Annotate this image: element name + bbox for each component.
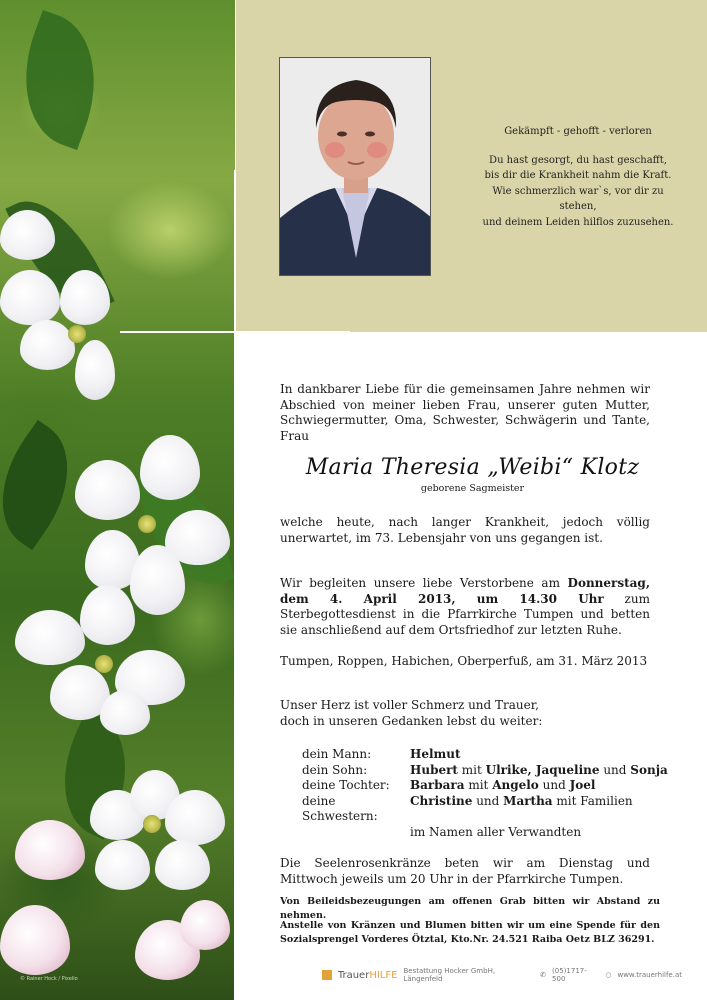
footer-phone: (05)1717-500	[552, 967, 587, 983]
closing-verse-line: doch in unseren Gedanken lebst du weiter:	[280, 713, 543, 728]
phone-icon: ✆	[540, 971, 547, 979]
trauerhilfe-logo-icon	[322, 970, 332, 980]
leaf-shape	[2, 10, 118, 150]
flower-center	[95, 655, 113, 673]
family-relation: dein Sohn:	[302, 762, 368, 777]
petal	[95, 840, 150, 890]
family-members	[410, 778, 595, 794]
rosary-notice: Die Seelenrosenkränze beten wir am Dienstag und Mittwoch jeweils um 20 Uhr in der Pfarrkirche Tumpen.	[280, 856, 650, 886]
cross-vertical-line	[234, 170, 236, 1000]
funeral-text-end: zum Sterbegottesdienst in die Pfarrkirche Tumpen und betten sie anschließend auf dem Ortsfriedhof zur letzten Ruhe.	[280, 591, 650, 637]
petal	[15, 610, 85, 665]
petal	[165, 790, 225, 845]
condolence-notice: Von Beileidsbezeugungen am offenen Grab bitten wir Abstand zu nehmen.	[280, 896, 660, 921]
logo-part: HILFE	[369, 969, 398, 981]
deceased-name: Maria Theresia „Weibi“ Klotz	[305, 455, 640, 480]
funeral-text	[280, 576, 650, 638]
family-member: Joel	[569, 778, 596, 792]
family-members	[410, 747, 461, 763]
family-member: Sonja	[630, 762, 668, 777]
cross-horizontal-line	[120, 331, 350, 333]
petal	[20, 320, 75, 370]
verse-line: Du hast gesorgt, du hast geschafft,	[489, 154, 667, 166]
logo-part: Trauer	[337, 969, 370, 981]
family-connector: und	[472, 793, 504, 808]
family-members	[410, 794, 633, 825]
family-member: Barbara	[410, 778, 465, 792]
petal	[140, 435, 200, 500]
image-copyright: © Rainer Hock / Pixelio	[20, 976, 78, 982]
family-connector: und	[599, 762, 631, 777]
family-member: Christine	[410, 793, 473, 808]
maiden-name: geborene Sagmeister	[420, 483, 525, 494]
petal	[0, 905, 70, 975]
portrait-illustration	[280, 58, 431, 276]
petal	[15, 820, 85, 880]
footer-company: Bestattung Hocker GmbH, Längenfeld	[403, 967, 496, 983]
petal	[75, 460, 140, 520]
family-member: Martha	[503, 793, 553, 808]
petal	[100, 690, 150, 735]
flower-center	[143, 815, 161, 833]
family-members: im Namen aller Verwandten	[410, 824, 582, 839]
petal	[155, 840, 210, 890]
flower-center	[138, 515, 156, 533]
family-member: Hubert	[410, 762, 458, 777]
donation-notice: Anstelle von Kränzen und Blumen bitten wir um eine Spende für den Sozialsprengel Vorderes Ötztal, Kto.Nr. 24.521 Raiba Oetz BLZ 36291.	[280, 920, 660, 945]
family-member: Angelo	[492, 778, 539, 792]
family-member: Ulrike, Jaqueline	[485, 762, 600, 777]
family-member: Helmut	[410, 747, 461, 761]
family-row	[302, 763, 668, 779]
family-relation: deine Schwestern:	[302, 793, 378, 823]
passing-text: welche heute, nach langer Krankheit, jedoch völlig unerwartet, im 73. Lebensjahr von uns gegangen ist.	[280, 515, 650, 545]
petal	[80, 585, 135, 645]
family-relation	[302, 825, 410, 841]
family-row	[302, 825, 668, 841]
family-row	[302, 794, 668, 825]
funeral-text-start: Wir begleiten unsere liebe Verstorbene am	[280, 576, 568, 590]
family-connector: mit	[457, 762, 486, 777]
verse-line: bis dir die Krankheit nahm die Kraft.	[484, 170, 672, 181]
place-date: Tumpen, Roppen, Habichen, Oberperfuß, am 31. März 2013	[280, 654, 648, 668]
family-connector: und	[538, 778, 570, 792]
memorial-verse	[478, 124, 678, 230]
family-row	[302, 747, 668, 763]
verse-line: Wie schmerzlich war`s, vor dir zu stehen,	[492, 185, 664, 212]
closing-verse	[280, 698, 650, 729]
family-connector: mit Familien	[552, 793, 633, 808]
verse-title: Gekämpft - gehofft - verloren	[504, 126, 652, 137]
footer-web[interactable]: www.trauerhilfe.at	[617, 971, 682, 979]
trauerhilfe-logo-text	[338, 970, 398, 981]
petal	[180, 900, 230, 950]
flower-center	[68, 325, 86, 343]
flower-image	[0, 0, 235, 1000]
petal	[75, 340, 115, 400]
funeral-date: Donnerstag, dem 4. April 2013, um 14.30 Uhr	[280, 576, 650, 606]
verse-line: und deinem Leiden hilflos zuzusehen.	[482, 216, 674, 228]
footer	[322, 967, 682, 983]
web-icon: ○	[605, 971, 612, 979]
family-relation: deine Tochter:	[302, 778, 390, 792]
intro-text: In dankbarer Liebe für die gemeinsamen Jahre nehmen wir Abschied von meiner lieben Frau, unserer guten Mutter, Schwiegermutter, Oma, Schwester, Schwägerin und Tante, Frau	[280, 382, 650, 443]
family-connector: mit	[464, 778, 493, 792]
portrait-photo	[279, 57, 431, 276]
family-members	[410, 763, 668, 779]
family-list	[302, 747, 668, 840]
family-relation: dein Mann:	[302, 747, 372, 761]
family-row	[302, 778, 668, 794]
closing-verse-line: Unser Herz ist voller Schmerz und Trauer,	[280, 698, 539, 712]
